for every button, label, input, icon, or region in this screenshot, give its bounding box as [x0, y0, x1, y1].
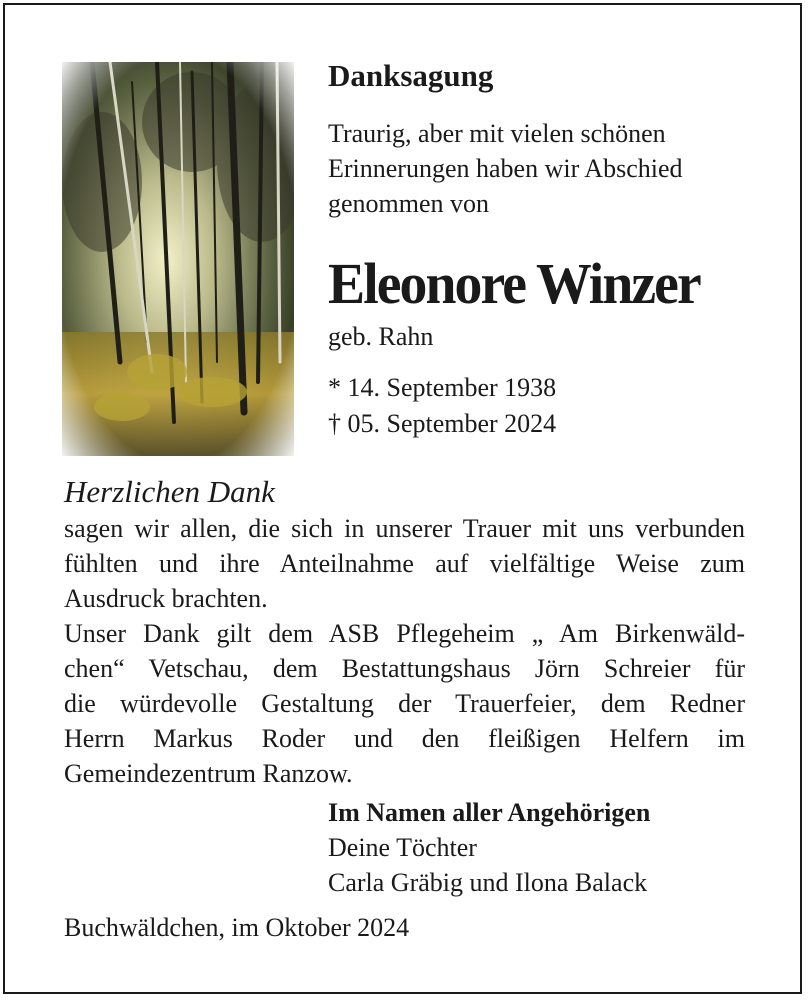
thanks-heading: Herzlichen Dank	[64, 474, 275, 509]
intro-line: genommen von	[328, 189, 490, 218]
thanks-line: die würdevolle Gestaltung der Trauerfeier, dem Redner	[64, 689, 745, 718]
birth-date: * 14. September 1938	[328, 373, 557, 402]
thanks-text	[64, 511, 745, 791]
signature-block	[328, 795, 650, 900]
life-dates	[328, 370, 556, 442]
death-date: † 05. September 2024	[328, 409, 557, 438]
forest-photo	[62, 62, 294, 456]
birth-name: geb. Rahn	[328, 322, 434, 351]
thanks-line: Gemeindezentrum Ranzow.	[64, 759, 353, 788]
place-date: Buchwäldchen, im Oktober 2024	[64, 913, 410, 942]
intro-line: Traurig, aber mit vielen schönen	[328, 119, 666, 148]
signature-names: Carla Gräbig und Ilona Balack	[328, 868, 648, 897]
thanks-line: Herrn Markus Roder und den fleißigen Helfern im	[64, 724, 745, 753]
deceased-name: Eleonore Winzer	[328, 251, 700, 316]
intro-line: Erinnerungen haben wir Abschied	[328, 154, 683, 183]
notice-heading: Danksagung	[328, 58, 494, 93]
thanks-line: Unser Dank gilt dem ASB Pflegeheim „ Am Birkenwäld-	[64, 619, 745, 648]
thanks-line: chen“ Vetschau, dem Bestattungshaus Jörn Schreier für	[64, 654, 745, 683]
thanks-line: Ausdruck brachten.	[64, 584, 268, 613]
thanks-line: sagen wir allen, die sich in unserer Trauer mit uns verbunden	[64, 514, 745, 543]
thanks-line: fühlten und ihre Anteilnahme auf vielfältige Weise zum	[64, 549, 745, 578]
signature-relation: Deine Töchter	[328, 833, 477, 862]
intro-text	[328, 116, 683, 221]
signature-heading: Im Namen aller Angehörigen	[328, 798, 651, 827]
